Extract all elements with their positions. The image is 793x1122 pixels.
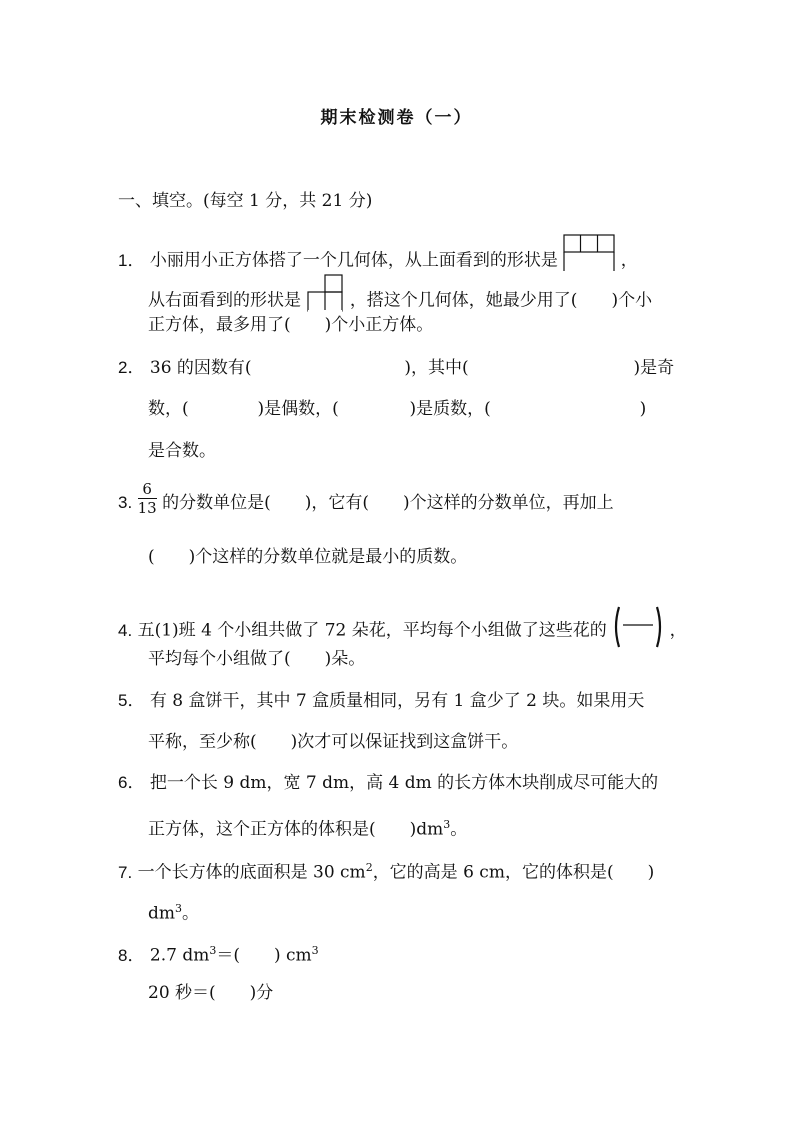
question-4-line-1 [118, 609, 687, 653]
question-5-line-2: 平称，至少称( )次才可以保证找到这盒饼干。 [148, 732, 519, 752]
question-number: 6． [118, 773, 145, 792]
superscript: 2 [365, 861, 373, 874]
question-text: )是质数，( [409, 399, 491, 419]
question-number: 4. [118, 620, 133, 640]
question-text: 从右面看到的形状是 [148, 290, 301, 311]
question-text: 正方体，这个正方体的体积是( )dm [148, 819, 444, 840]
question-text: 五(1)班 4 个小组共做了 72 朵花，平均每个小组做了这些花的 [137, 620, 607, 641]
question-text: 有 8 盒饼干，其中 7 盒质量相同，另有 1 盒少了 2 块。如果用天 [149, 691, 645, 711]
superscript: 3 [175, 902, 183, 915]
question-6-line-1 [118, 772, 658, 794]
question-text: 把一个长 9 dm，宽 7 dm，高 4 dm 的长方体木块削成尽可能大的 [149, 773, 659, 793]
punctuation: ， [669, 620, 687, 641]
question-7-line-1 [118, 857, 654, 884]
question-number: 2． [118, 358, 145, 377]
superscript: 3 [209, 944, 217, 957]
fraction-numerator: 6 [142, 480, 152, 498]
question-4-line-2: 平均每个小组做了( )朵。 [148, 649, 366, 669]
superscript: 3 [443, 818, 451, 831]
question-text: ) [639, 399, 647, 419]
question-number: 8． [118, 945, 145, 965]
question-2-line-1 [118, 357, 674, 379]
question-text: ，它的高是 6 cm，它的体积是( ) [372, 862, 655, 883]
question-text: dm [148, 903, 176, 924]
superscript: 3 [311, 944, 319, 957]
question-7-line-2 [148, 898, 199, 925]
two-squares-stacked-right-view-icon [306, 274, 344, 312]
three-squares-top-view-icon [563, 234, 615, 272]
question-number: 1． [118, 250, 145, 270]
fraction-6-13 [138, 480, 157, 517]
question-number: 7. [118, 862, 133, 882]
section-heading: 一、填空。(每空 1 分，共 21 分) [118, 191, 373, 211]
question-text: 的分数单位是( )，它有( )个这样的分数单位，再加上 [162, 493, 614, 513]
question-2-line-2 [148, 398, 646, 420]
question-1-line-3: 正方体，最多用了( )个小正方体。 [148, 315, 434, 335]
fraction-blank-bracket-icon[interactable] [612, 605, 664, 649]
question-number: 5． [118, 691, 145, 710]
question-1-line-1 [118, 242, 638, 280]
page-title: 期末检测卷（一） [320, 108, 473, 128]
question-text: )是奇 [633, 358, 675, 378]
punctuation: 。 [450, 819, 468, 840]
punctuation: ， [620, 250, 638, 271]
question-8-line-1 [118, 940, 319, 967]
question-6-line-2 [148, 814, 467, 841]
question-text: ＝( ) cm [216, 945, 312, 966]
punctuation: 。 [182, 903, 200, 924]
question-text: ，搭这个几何体，她最少用了( )个小 [349, 290, 653, 311]
question-text: 数，( [148, 399, 189, 419]
fraction-denominator: 13 [137, 499, 157, 517]
question-number: 3. [118, 493, 133, 512]
question-8-line-2: 20 秒＝( )分 [148, 983, 274, 1003]
question-text: 一个长方体的底面积是 30 cm [137, 862, 366, 883]
question-3-line-1 [118, 480, 614, 517]
question-text: 36 的因数有( [149, 358, 252, 378]
question-3-line-2: ( )个这样的分数单位就是最小的质数。 [148, 547, 468, 567]
question-text: 小丽用小正方体搭了一个几何体，从上面看到的形状是 [149, 250, 558, 271]
question-5-line-1 [118, 690, 644, 712]
question-text: 2.7 dm [149, 945, 210, 966]
question-2-line-3: 是合数。 [148, 441, 216, 461]
question-text: )是偶数，( [257, 399, 339, 419]
question-text: )，其中( [404, 358, 469, 378]
